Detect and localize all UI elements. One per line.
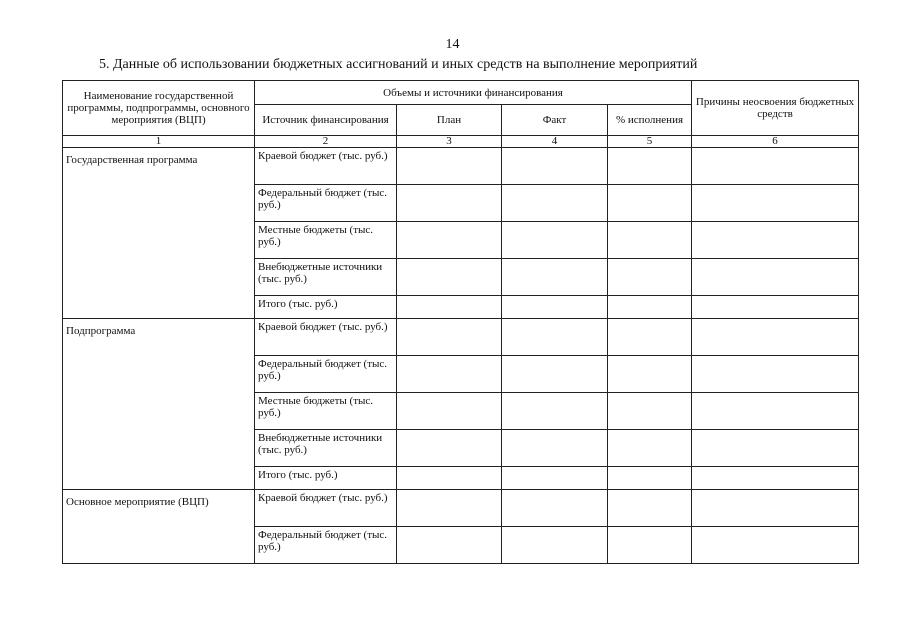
reasons-cell	[692, 393, 859, 430]
reasons-cell	[692, 259, 859, 296]
fact-cell	[502, 185, 608, 222]
reasons-cell	[692, 527, 859, 564]
plan-cell	[397, 148, 502, 185]
fact-cell	[502, 490, 608, 527]
column-number: 2	[255, 136, 397, 148]
header-percent: % исполнения	[608, 105, 692, 136]
source-cell: Внебюджетные источники (тыс. руб.)	[255, 430, 397, 467]
percent-cell	[608, 319, 692, 356]
header-plan: План	[397, 105, 502, 136]
percent-cell	[608, 467, 692, 490]
reasons-cell	[692, 319, 859, 356]
source-cell: Краевой бюджет (тыс. руб.)	[255, 319, 397, 356]
plan-cell	[397, 490, 502, 527]
source-cell: Федеральный бюджет (тыс. руб.)	[255, 356, 397, 393]
table-row	[63, 319, 859, 356]
source-cell: Федеральный бюджет (тыс. руб.)	[255, 527, 397, 564]
percent-cell	[608, 356, 692, 393]
percent-cell	[608, 259, 692, 296]
source-cell: Краевой бюджет (тыс. руб.)	[255, 148, 397, 185]
fact-cell	[502, 467, 608, 490]
page-number: 14	[445, 37, 460, 52]
column-number: 1	[63, 136, 255, 148]
fact-cell	[502, 393, 608, 430]
fact-cell	[502, 222, 608, 259]
header-name: Наименование государственной программы, подпрограммы, основного мероприятия (ВЦП)	[63, 81, 255, 136]
plan-cell	[397, 467, 502, 490]
source-cell: Итого (тыс. руб.)	[255, 467, 397, 490]
plan-cell	[397, 319, 502, 356]
source-cell: Местные бюджеты (тыс. руб.)	[255, 222, 397, 259]
fact-cell	[502, 430, 608, 467]
column-number-row	[63, 136, 859, 148]
source-cell: Федеральный бюджет (тыс. руб.)	[255, 185, 397, 222]
reasons-cell	[692, 296, 859, 319]
header-reasons: Причины неосвоения бюджетных средств	[692, 81, 859, 136]
header-volumes: Объемы и источники финансирования	[255, 81, 692, 105]
reasons-cell	[692, 222, 859, 259]
group-name-state-program: Государственная программа	[63, 148, 255, 319]
percent-cell	[608, 393, 692, 430]
reasons-cell	[692, 490, 859, 527]
plan-cell	[397, 185, 502, 222]
reasons-cell	[692, 148, 859, 185]
section-title: 5. Данные об использовании бюджетных ассигнований и иных средств на выполнение мероприятий	[99, 57, 698, 72]
fact-cell	[502, 319, 608, 356]
fact-cell	[502, 296, 608, 319]
table-row	[63, 490, 859, 527]
percent-cell	[608, 296, 692, 319]
column-number: 3	[397, 136, 502, 148]
fact-cell	[502, 148, 608, 185]
percent-cell	[608, 148, 692, 185]
group-name-main-activity: Основное мероприятие (ВЦП)	[63, 490, 255, 564]
column-number: 6	[692, 136, 859, 148]
reasons-cell	[692, 430, 859, 467]
source-cell: Краевой бюджет (тыс. руб.)	[255, 490, 397, 527]
column-number: 5	[608, 136, 692, 148]
percent-cell	[608, 185, 692, 222]
source-cell: Местные бюджеты (тыс. руб.)	[255, 393, 397, 430]
column-number: 4	[502, 136, 608, 148]
source-cell: Внебюджетные источники (тыс. руб.)	[255, 259, 397, 296]
header-source: Источник финансирования	[255, 105, 397, 136]
plan-cell	[397, 259, 502, 296]
source-cell: Итого (тыс. руб.)	[255, 296, 397, 319]
plan-cell	[397, 296, 502, 319]
percent-cell	[608, 490, 692, 527]
reasons-cell	[692, 185, 859, 222]
header-fact: Факт	[502, 105, 608, 136]
table-row	[63, 148, 859, 185]
reasons-cell	[692, 467, 859, 490]
fact-cell	[502, 356, 608, 393]
fact-cell	[502, 259, 608, 296]
percent-cell	[608, 222, 692, 259]
plan-cell	[397, 430, 502, 467]
reasons-cell	[692, 356, 859, 393]
percent-cell	[608, 527, 692, 564]
group-name-subprogram: Подпрограмма	[63, 319, 255, 490]
plan-cell	[397, 222, 502, 259]
fact-cell	[502, 527, 608, 564]
plan-cell	[397, 527, 502, 564]
plan-cell	[397, 356, 502, 393]
budget-usage-table	[62, 80, 859, 564]
plan-cell	[397, 393, 502, 430]
percent-cell	[608, 430, 692, 467]
